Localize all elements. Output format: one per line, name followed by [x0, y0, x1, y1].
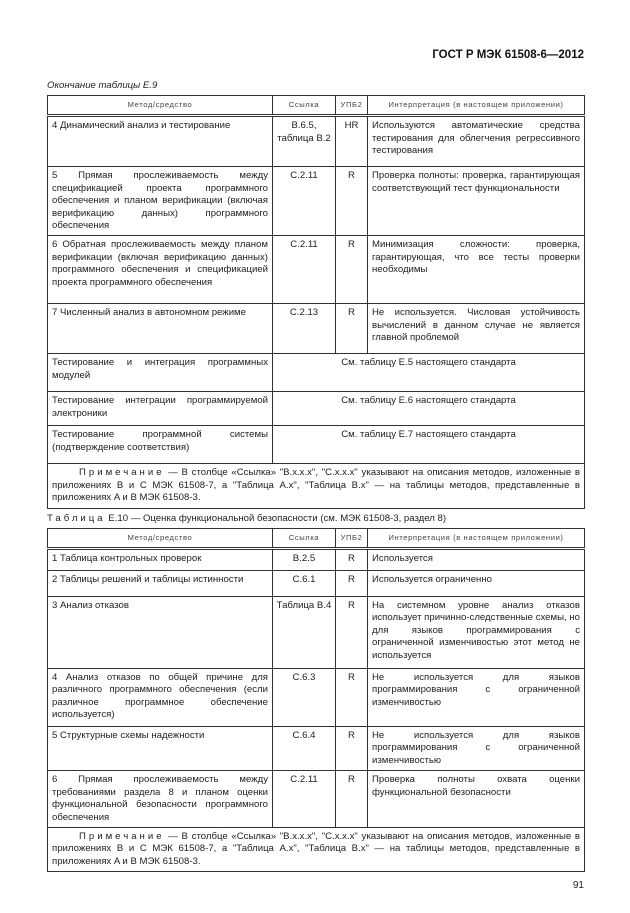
column-header: Ссылка — [273, 96, 336, 116]
reference-cell: C.2.13 — [273, 304, 336, 354]
interpretation-cell: Используются автоматические средства тестирования для облегчения регрессивного тестирования — [368, 116, 585, 167]
reference-cell: B.2.5 — [273, 549, 336, 571]
table-row — [48, 167, 585, 236]
table-note — [48, 464, 585, 508]
sil-cell: R — [336, 167, 368, 236]
method-cell: 2 Таблицы решений и таблицы истинности — [48, 571, 273, 597]
table-note-row — [48, 464, 585, 508]
interpretation-cell: Минимизация сложности: проверка, гарантирующая, что все тесты проверки необходимы — [368, 236, 585, 304]
method-cell: 6 Прямая прослеживаемость между требованиями раздела 8 и планом оценки функциональной безопасности программного обеспечения — [48, 771, 273, 828]
reference-cell: B.6.5, таблица B.2 — [273, 116, 336, 167]
table-row — [48, 727, 585, 771]
sil-cell: R — [336, 236, 368, 304]
table-row — [48, 236, 585, 304]
reference-cell: C.6.4 — [273, 727, 336, 771]
column-header: Ссылка — [273, 529, 336, 549]
table-row — [48, 771, 585, 828]
column-header: Метод/средство — [48, 529, 273, 549]
table-e9 — [47, 95, 585, 508]
caption-text: E.10 — Оценка функциональной безопасности (см. МЭК 61508-3, раздел 8) — [108, 512, 447, 524]
reference-span-cell: См. таблицу E.5 настоящего стандарта — [273, 354, 585, 392]
reference-span-cell: См. таблицу E.6 настоящего стандарта — [273, 392, 585, 426]
sil-cell: R — [336, 549, 368, 571]
sil-cell: HR — [336, 116, 368, 167]
method-cell: Тестирование интеграции программируемой электроники — [48, 392, 273, 426]
table-e10 — [47, 528, 585, 872]
interpretation-cell: Проверка полноты охвата оценки функциональной безопасности — [368, 771, 585, 828]
method-cell: 3 Анализ отказов — [48, 597, 273, 669]
table-row — [48, 597, 585, 669]
sil-cell: R — [336, 597, 368, 669]
table-e10-caption — [47, 513, 584, 525]
interpretation-cell: Не используется для языков программирования с ограниченной изменчивостью — [368, 727, 585, 771]
document-title: ГОСТ Р МЭК 61508-6—2012 — [432, 49, 584, 61]
sil-cell: R — [336, 571, 368, 597]
table-row — [48, 571, 585, 597]
method-cell: 5 Прямая прослеживаемость между спецификацией проекта программного обеспечения и планом верификации (включая верификацию данных) программного обеспечения — [48, 167, 273, 236]
table-row — [48, 426, 585, 464]
column-header: Метод/средство — [48, 96, 273, 116]
interpretation-cell: Используется — [368, 549, 585, 571]
method-cell: Тестирование и интеграция программных модулей — [48, 354, 273, 392]
column-header: УПБ2 — [336, 529, 368, 549]
note-text: — В столбце «Ссылка» "B.x.x.x", "C.x.x.x" указывают на описания методов, изложенные в приложениях B и C МЭК 61508-7, а "Таблица A.x", "Таблица B.x" — на таблицы методов, представленные в приложениях A и B МЭК 61508-3. — [52, 830, 580, 867]
method-cell: 5 Структурные схемы надежности — [48, 727, 273, 771]
interpretation-cell: Проверка полноты: проверка, гарантирующая соответствующий тест функциональности — [368, 167, 585, 236]
method-cell: 6 Обратная прослеживаемость между планом верификации (включая верификацию данных) программного обеспечения и спецификацией проекта программного обеспечения — [48, 236, 273, 304]
table-note — [48, 827, 585, 871]
column-header: Интерпретация (в настоящем приложении) — [368, 96, 585, 116]
reference-cell: C.2.11 — [273, 236, 336, 304]
page-number: 91 — [572, 880, 584, 892]
interpretation-cell: Не используется. Числовая устойчивость вычислений в данном случае не является главной проблемой — [368, 304, 585, 354]
table-note-row — [48, 827, 585, 871]
reference-span-cell: См. таблицу E.7 настоящего стандарта — [273, 426, 585, 464]
table-row — [48, 669, 585, 727]
table-row — [48, 549, 585, 571]
table-row — [48, 354, 585, 392]
method-cell: 7 Численный анализ в автономном режиме — [48, 304, 273, 354]
reference-cell: Таблица B.4 — [273, 597, 336, 669]
sil-cell: R — [336, 727, 368, 771]
sil-cell: R — [336, 669, 368, 727]
interpretation-cell: Не используется для языков программирования с ограниченной изменчивостью — [368, 669, 585, 727]
interpretation-cell: Используется ограниченно — [368, 571, 585, 597]
method-cell: Тестирование программной системы (подтверждение соответствия) — [48, 426, 273, 464]
table-e9-caption: Окончание таблицы E.9 — [47, 80, 158, 91]
sil-cell: R — [336, 304, 368, 354]
table-row — [48, 116, 585, 167]
note-label: Примечание — [79, 467, 165, 479]
method-cell: 1 Таблица контрольных проверок — [48, 549, 273, 571]
reference-cell: C.2.11 — [273, 167, 336, 236]
interpretation-cell: На системном уровне анализ отказов использует причинно-следственные схемы, но для языков программирования с ограниченной изменчивостью этот метод не используется — [368, 597, 585, 669]
caption-label: Таблица — [47, 512, 106, 524]
column-header: УПБ2 — [336, 96, 368, 116]
table-row — [48, 392, 585, 426]
note-text: — В столбце «Ссылка» "B.x.x.x", "C.x.x.x" указывают на описания методов, изложенные в приложениях B и C МЭК 61508-7, а "Таблица A.x", "Таблица B.x" — на таблицы методов, представленные в приложениях A и B МЭК 61508-3. — [52, 467, 580, 504]
method-cell: 4 Динамический анализ и тестирование — [48, 116, 273, 167]
reference-cell: C.2.11 — [273, 771, 336, 828]
reference-cell: C.6.3 — [273, 669, 336, 727]
sil-cell: R — [336, 771, 368, 828]
method-cell: 4 Анализ отказов по общей причине для различного программного обеспечения (если различное программное обеспечение используется) — [48, 669, 273, 727]
reference-cell: C.6.1 — [273, 571, 336, 597]
note-label: Примечание — [79, 830, 165, 842]
column-header: Интерпретация (в настоящем приложении) — [368, 529, 585, 549]
table-row — [48, 304, 585, 354]
